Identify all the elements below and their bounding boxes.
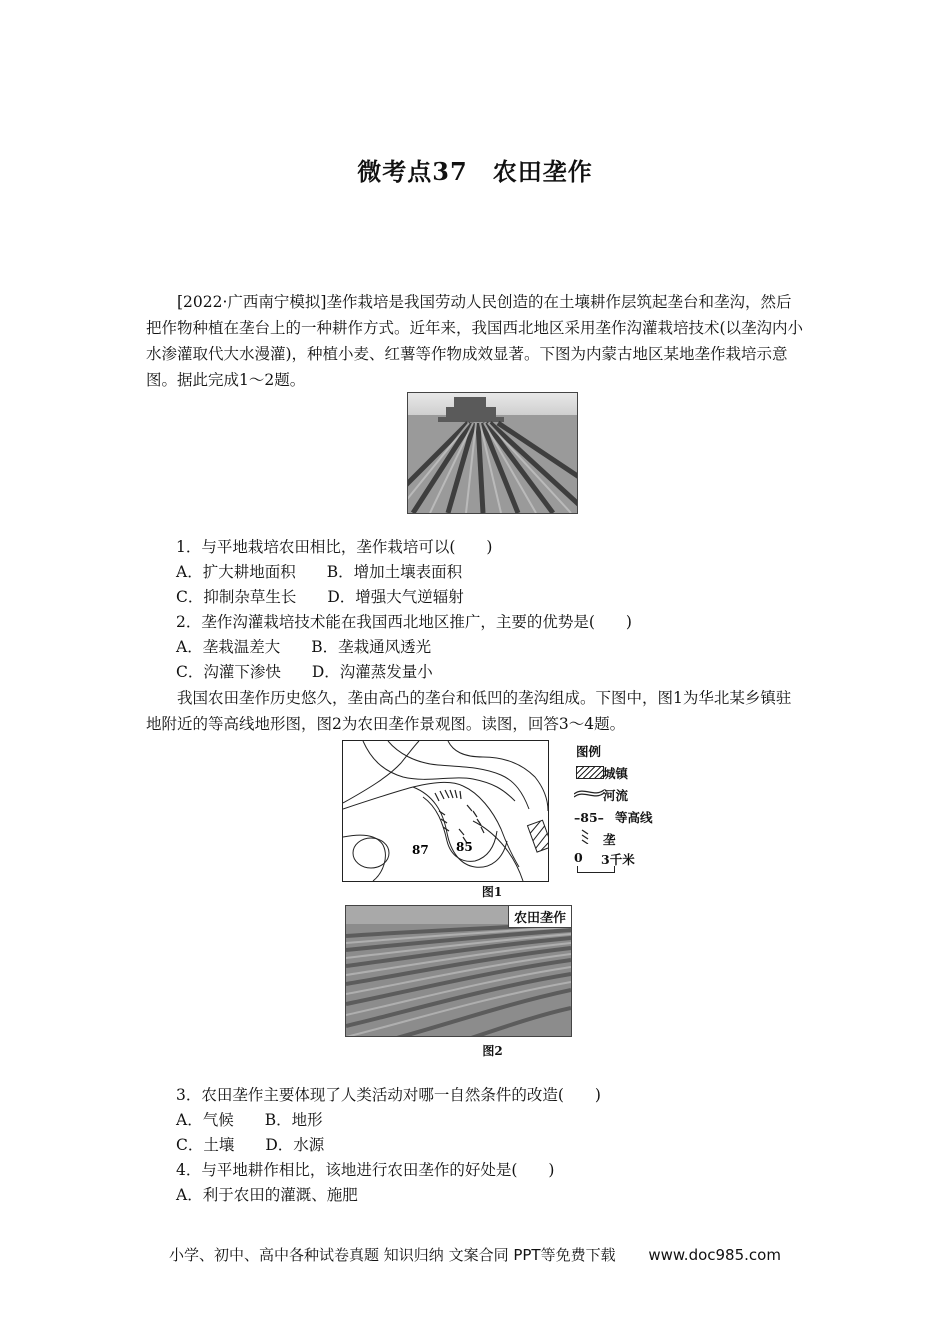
figure-2-caption: 图2	[482, 1044, 503, 1058]
scale-start: 0	[574, 850, 583, 865]
scale-bar	[577, 866, 615, 873]
map-legend	[572, 742, 682, 882]
question-1-options-ab: A．扩大耕地面积 B．增加土壤表面积	[176, 563, 463, 581]
scale-end: 3千米	[601, 852, 635, 867]
contour-label-87: 87	[412, 843, 429, 857]
intro-paragraph-2: 我国农田垄作历史悠久，垄由高凸的垄台和低凹的垄沟组成。下图中，图1为华北某乡镇驻地附近的等高线地形图，图2为农田垄作景观图。读图，回答3～4题。	[146, 689, 792, 733]
contour-label-85: 85	[456, 840, 473, 854]
figure-1-caption: 图1	[481, 885, 503, 899]
question-3-options-ab: A．气候 B．地形	[176, 1111, 323, 1129]
ridge-legend-icon	[580, 828, 600, 844]
question-1-stem: 1．与平地栽培农田相比，垄作栽培可以( )	[176, 538, 493, 556]
intro-paragraph-1: [2022·广西南宁模拟]垄作栽培是我国劳动人民创造的在土壤耕作层筑起垄台和垄沟，然后把作物种植在垄台上的一种耕作方式。近年来，我国西北地区采用垄作沟灌栽培技术(以垄沟内小水渗灌取代大水漫灌)，种植小麦、红薯等作物成效显著。下图为内蒙古地区某地垄作栽培示意图。据此完成1～2题。	[146, 293, 804, 389]
footer-link[interactable]: www.doc985.com	[648, 1246, 781, 1264]
question-3-options-cd: C．土壤 D．水源	[176, 1136, 325, 1154]
legend-ridge: 垄	[603, 832, 616, 847]
question-3-stem: 3．农田垄作主要体现了人类活动对哪一自然条件的改造( )	[176, 1086, 601, 1104]
question-2-stem: 2．垄作沟灌栽培技术能在我国西北地区推广，主要的优势是( )	[176, 613, 632, 631]
contour-legend-icon: –85–	[574, 810, 604, 825]
river-legend-icon	[574, 786, 604, 798]
contour-map	[342, 740, 549, 882]
page-title: 微考点37 农田垄作	[357, 157, 593, 186]
town-legend-icon	[576, 766, 604, 779]
footer-text: 小学、初中、高中各种试卷真题 知识归纳 文案合同 PPT等免费下载	[169, 1246, 616, 1264]
question-2-options-cd: C．沟灌下渗快 D．沟灌蒸发量小	[176, 663, 433, 681]
question-4-option-a: A．利于农田的灌溉、施肥	[176, 1186, 358, 1204]
photo-label: 农田垄作	[508, 906, 571, 928]
question-2-options-ab: A．垄栽温差大 B．垄栽通风透光	[176, 638, 432, 656]
legend-contour-value: 85	[580, 810, 598, 825]
legend-river: 河流	[603, 788, 629, 803]
page-footer	[0, 1244, 950, 1265]
field-ridges-photo	[345, 905, 572, 1037]
ridge-farming-photo	[407, 392, 578, 514]
legend-contour: 等高线	[615, 810, 653, 825]
legend-town: 城镇	[603, 766, 629, 781]
question-1-options-cd: C．抑制杂草生长 D．增强大气逆辐射	[176, 588, 464, 606]
question-4-stem: 4．与平地耕作相比，该地进行农田垄作的好处是( )	[176, 1161, 555, 1179]
legend-title: 图例	[576, 744, 602, 759]
